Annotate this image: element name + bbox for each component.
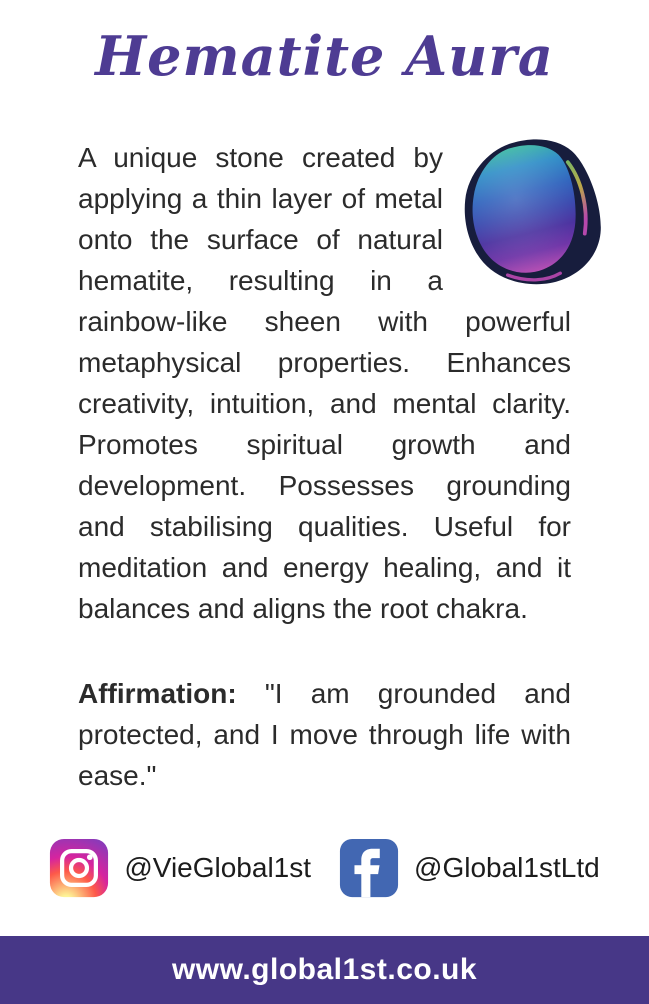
instagram-link[interactable] [49, 838, 311, 898]
instagram-icon [49, 838, 109, 898]
instagram-handle: @VieGlobal1st [124, 851, 312, 883]
affirmation-paragraph [78, 673, 571, 796]
affirmation-quote: "I am grounded and protected, and I move through life with ease." [78, 677, 571, 791]
facebook-icon [339, 838, 399, 898]
description-text: A unique stone created by applying a thin layer of metal onto the surface of natural hematite, resulting in a rainbow-like sheen with powerful metaphysical properties. Enhances creativity, intuition, and mental clarity. Promotes spiritual growth and development. Possesses grounding and stabilising qualities. Useful for meditation and energy healing, and it balances and aligns the root chakra. [78, 141, 571, 624]
description-block [78, 137, 571, 629]
footer-bar [0, 936, 649, 1004]
facebook-link[interactable] [339, 838, 600, 898]
stone-illustration [453, 133, 613, 291]
page-title: Hematite Aura [95, 24, 554, 88]
rainbow-aura-hematite-stone-image [453, 133, 613, 291]
affirmation-label: Affirmation: [78, 677, 237, 709]
facebook-handle: @Global1stLtd [414, 851, 600, 883]
social-row [78, 838, 600, 898]
website-url[interactable]: www.global1st.co.uk [171, 953, 478, 986]
